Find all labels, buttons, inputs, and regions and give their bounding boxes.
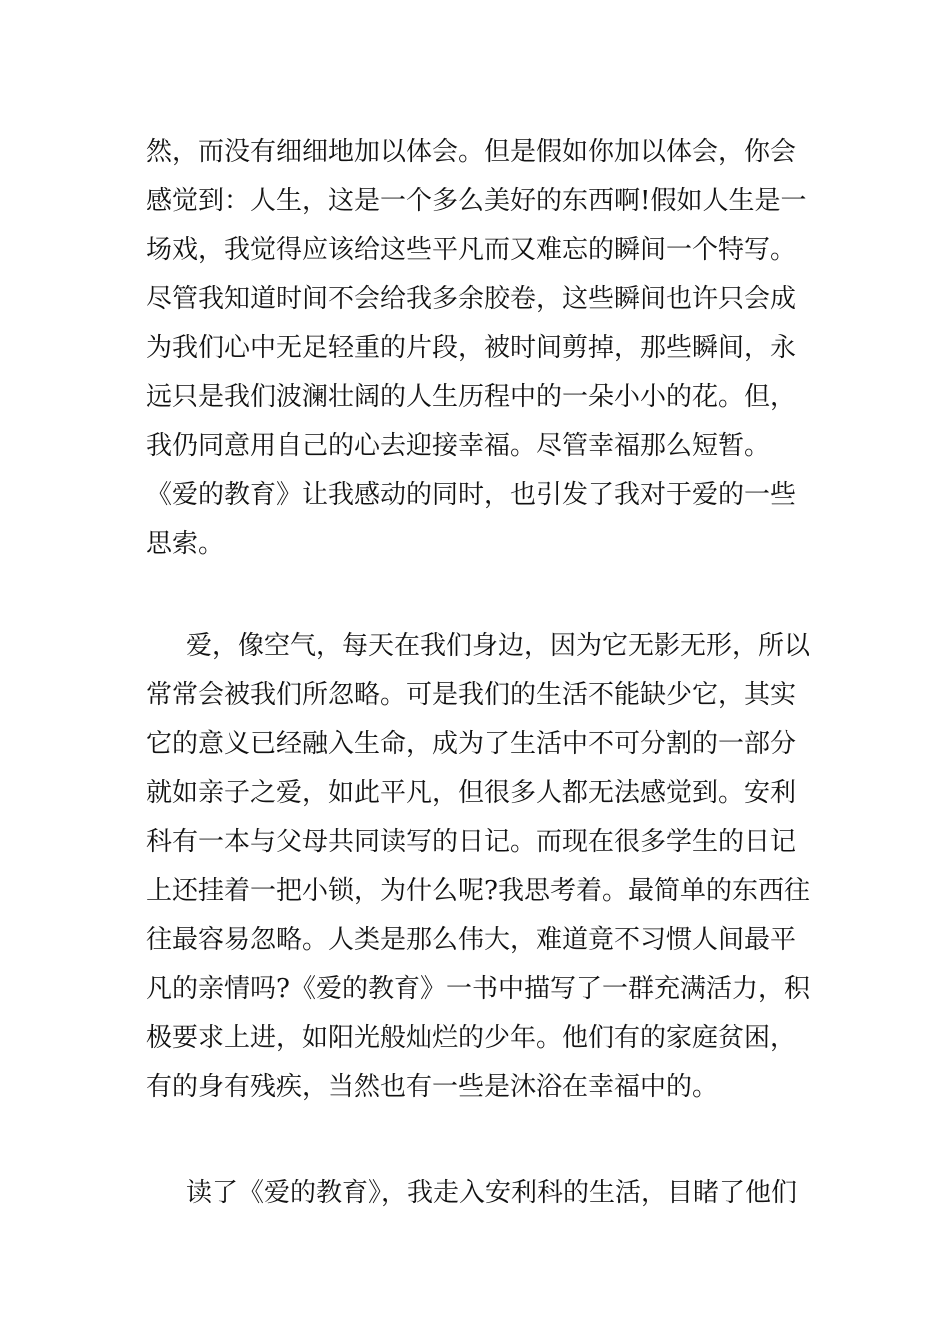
text-line: 尽管我知道时间不会给我多余胶卷，这些瞬间也许只会成 — [146, 284, 797, 314]
text-line: 为我们心中无足轻重的片段，被时间剪掉，那些瞬间，永 — [146, 333, 797, 363]
text-line: 读了《爱的教育》，我走入安利科的生活，目睹了他们 — [186, 1178, 798, 1208]
text-line: 常常会被我们所忽略。可是我们的生活不能缺少它，其实 — [146, 680, 797, 710]
text-line: 就如亲子之爱，如此平凡，但很多人都无法感觉到。安利 — [146, 778, 797, 808]
text-line: 感觉到：人生，这是一个多么美好的东西啊!假如人生是一 — [146, 186, 807, 216]
text-line: 极要求上进，如阳光般灿烂的少年。他们有的家庭贫困， — [146, 1023, 797, 1053]
text-line: 凡的亲情吗?《爱的教育》一书中描写了一群充满活力，积 — [146, 974, 810, 1004]
text-line: 思索。 — [146, 529, 225, 559]
text-line: 上还挂着一把小锁，为什么呢?我思考着。最简单的东西往 — [146, 876, 810, 906]
text-line: 《爱的教育》让我感动的同时，也引发了我对于爱的一些 — [146, 480, 797, 510]
text-line: 远只是我们波澜壮阔的人生历程中的一朵小小的花。但， — [146, 382, 797, 412]
text-line: 然，而没有细细地加以体会。但是假如你加以体会，你会 — [146, 137, 797, 167]
text-line: 爱，像空气，每天在我们身边，因为它无影无形，所以 — [186, 631, 811, 661]
text-line: 往最容易忽略。人类是那么伟大，难道竟不习惯人间最平 — [146, 925, 797, 955]
text-line: 我仍同意用自己的心去迎接幸福。尽管幸福那么短暂。 — [146, 431, 771, 461]
text-line: 有的身有残疾，当然也有一些是沐浴在幸福中的。 — [146, 1072, 719, 1102]
text-line: 科有一本与父母共同读写的日记。而现在很多学生的日记 — [146, 827, 797, 857]
text-line: 场戏，我觉得应该给这些平凡而又难忘的瞬间一个特写。 — [146, 235, 797, 265]
text-line: 它的意义已经融入生命，成为了生活中不可分割的一部分 — [146, 729, 797, 759]
